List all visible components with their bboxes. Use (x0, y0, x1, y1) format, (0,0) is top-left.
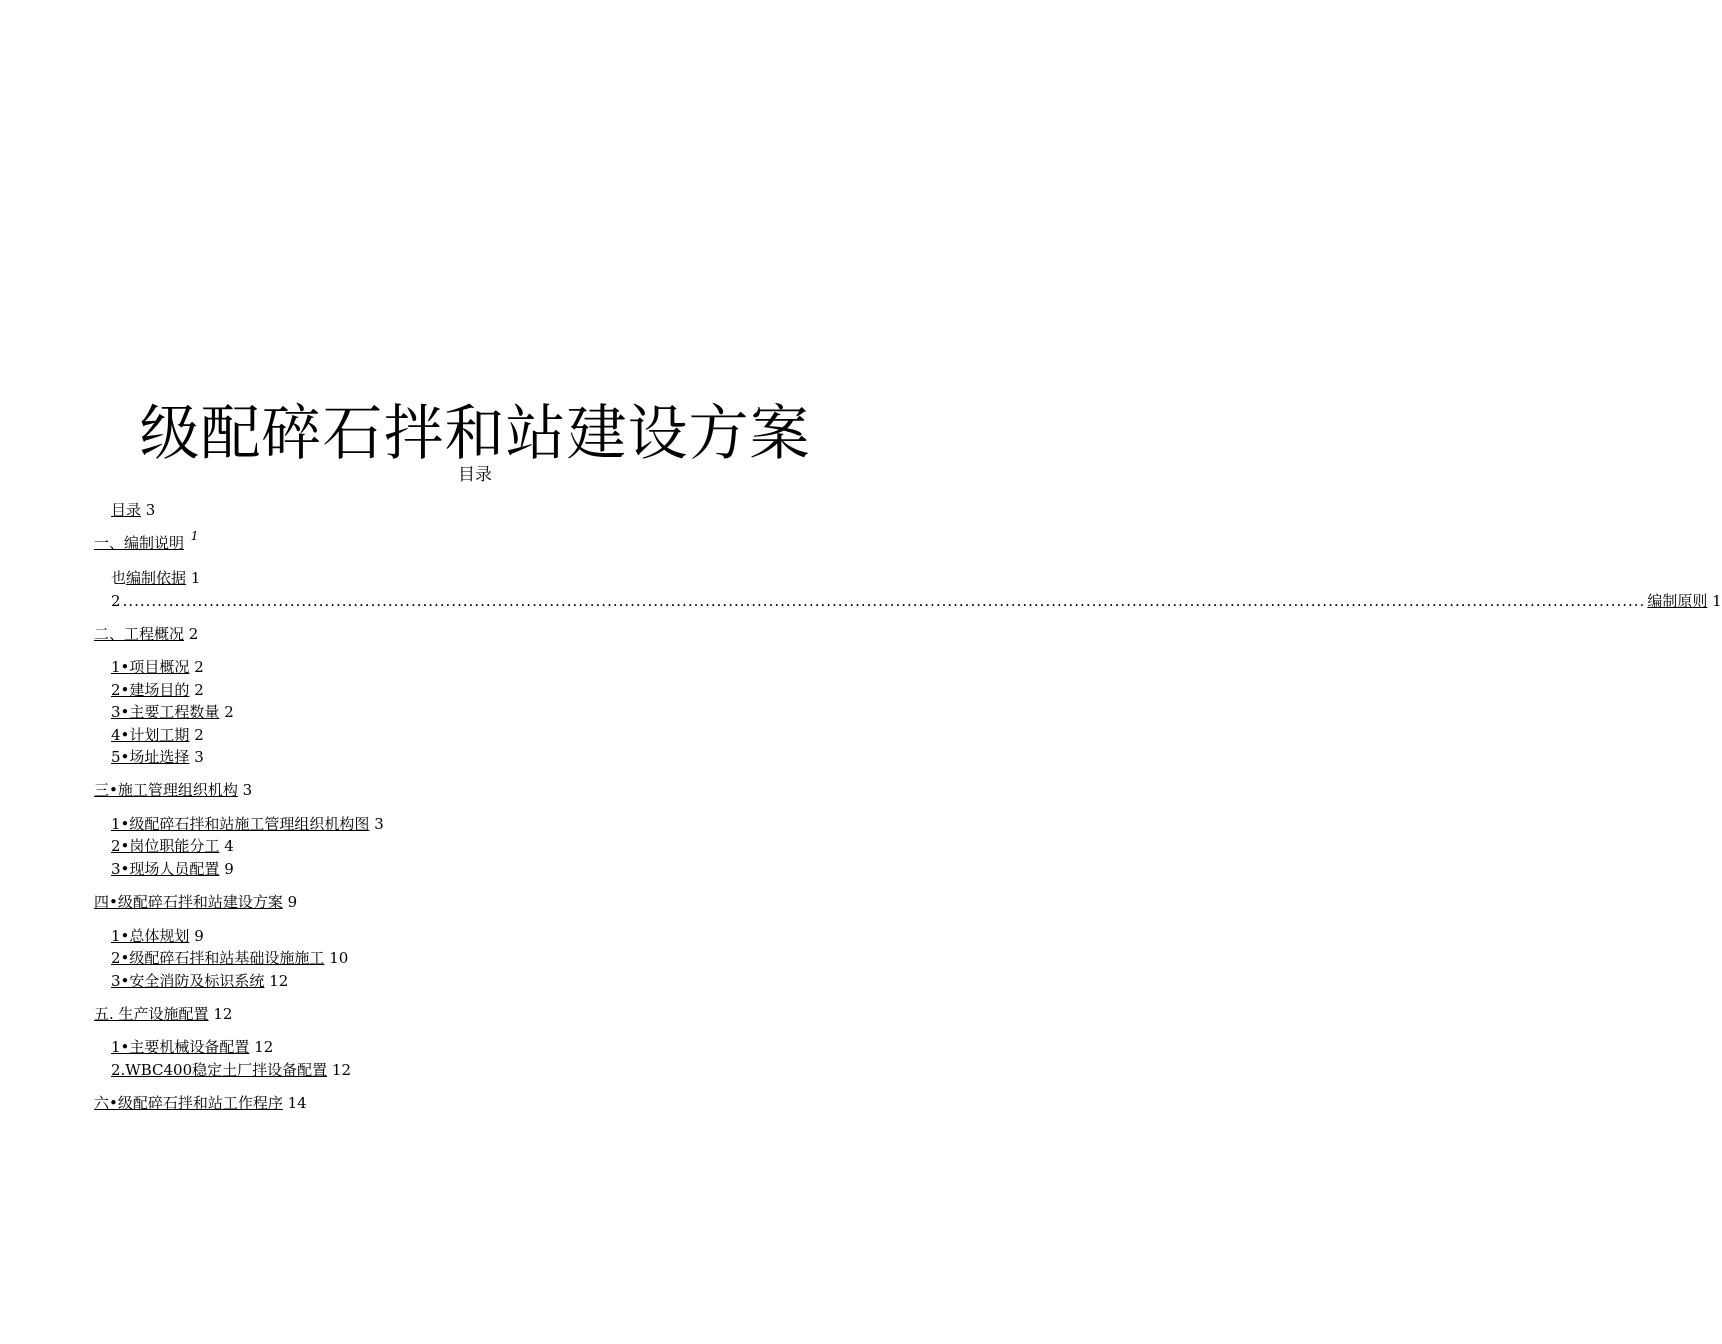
toc-entry-label[interactable]: 1•总体规划 (111, 927, 190, 945)
toc-entry[interactable] (111, 859, 234, 879)
toc-entry-label[interactable]: 1•级配碎石拌和站施工管理组织机构图 (111, 815, 370, 833)
document-title: 级配碎石拌和站建设方案 (139, 399, 811, 469)
toc-entry[interactable] (111, 1060, 351, 1080)
toc-entry-page: 3 (194, 748, 204, 766)
toc-entry-page: 1 (190, 569, 201, 587)
toc-entry-label[interactable]: 2•岗位职能分工 (111, 837, 220, 855)
toc-entry-page: 3 (242, 781, 253, 799)
toc-entry-label[interactable]: 2.WBC400稳定土厂拌设备配置 (111, 1061, 328, 1079)
toc-entry-page: 3 (374, 815, 384, 833)
toc-entry-label[interactable]: 目录 (111, 501, 142, 519)
toc-entry-page: 2 (194, 726, 204, 744)
dot-leader: ........................................................................................................................................................................................................................................................................ (122, 592, 1646, 610)
toc-entry-page: 1 (1712, 592, 1722, 610)
toc-entry-page: 12 (213, 1005, 233, 1023)
toc-entry-label[interactable]: 四•级配碎石拌和站建设方案 (94, 893, 283, 911)
toc-entry-label[interactable]: 一、编制说明 (94, 534, 185, 552)
toc-entry-page: 10 (329, 949, 349, 967)
toc-entry[interactable] (111, 747, 204, 767)
toc-entry[interactable] (111, 814, 384, 834)
toc-entry[interactable] (111, 500, 155, 520)
toc-entry[interactable] (111, 836, 234, 856)
toc-heading: 目录 (458, 465, 492, 485)
toc-entry[interactable] (94, 624, 198, 644)
toc-entry-page: 4 (224, 837, 234, 855)
toc-entry-label[interactable]: 编制依据 (126, 569, 187, 587)
toc-entry-prefix: 2 (111, 592, 121, 610)
toc-entry-label[interactable]: 2•级配碎石拌和站基础设施施工 (111, 949, 325, 967)
toc-entry[interactable] (111, 948, 348, 968)
toc-entry[interactable] (111, 657, 204, 677)
toc-entry[interactable] (94, 892, 297, 912)
toc-entry-page: 3 (145, 501, 156, 519)
toc-entry[interactable] (111, 971, 288, 991)
toc-entry[interactable] (111, 1037, 273, 1057)
toc-entry[interactable] (111, 702, 234, 722)
toc-entry[interactable] (94, 1093, 307, 1113)
toc-entry-page: 2 (188, 625, 199, 643)
toc-entry[interactable] (111, 591, 1722, 611)
toc-entry-page: 9 (224, 860, 234, 878)
toc-entry[interactable] (111, 926, 204, 946)
toc-entry-label[interactable]: 编制原则 (1647, 592, 1708, 610)
toc-entry-label[interactable]: 3•主要工程数量 (111, 703, 220, 721)
toc-entry-page: 2 (194, 658, 204, 676)
toc-entry-label[interactable]: 2•建场目的 (111, 681, 190, 699)
toc-entry-page: 12 (269, 972, 289, 990)
toc-entry[interactable] (94, 529, 199, 554)
toc-entry-label[interactable]: 1•主要机械设备配置 (111, 1038, 250, 1056)
toc-entry-page: 2 (224, 703, 234, 721)
toc-entry-page: 14 (287, 1094, 307, 1112)
toc-entry-label[interactable]: 3•现场人员配置 (111, 860, 220, 878)
toc-entry-label[interactable]: 六•级配碎石拌和站工作程序 (94, 1094, 283, 1112)
toc-entry-page: 12 (331, 1061, 352, 1079)
toc-entry-page: 1 (190, 529, 199, 543)
toc-entry-page: 9 (194, 927, 204, 945)
toc-entry-label[interactable]: 3•安全消防及标识系统 (111, 972, 265, 990)
toc-entry-prefix: 也 (111, 569, 127, 587)
toc-entry[interactable] (111, 568, 200, 588)
toc-entry-label[interactable]: 五. 生产设施配置 (94, 1005, 209, 1023)
toc-entry-label[interactable]: 三•施工管理组织机构 (94, 781, 238, 799)
toc-entry-label[interactable]: 二、工程概况 (94, 625, 185, 643)
toc-entry[interactable] (94, 1004, 232, 1024)
toc-entry-page: 12 (254, 1038, 274, 1056)
toc-entry-label[interactable]: 1•项目概况 (111, 658, 190, 676)
toc-entry-label[interactable]: 4•计划工期 (111, 726, 190, 744)
toc-entry-label[interactable]: 5•场址选择 (111, 748, 190, 766)
toc-entry[interactable] (94, 780, 252, 800)
toc-entry-page: 2 (194, 681, 204, 699)
toc-entry[interactable] (111, 680, 204, 700)
toc-entry-page: 9 (287, 893, 298, 911)
toc-entry[interactable] (111, 725, 204, 745)
